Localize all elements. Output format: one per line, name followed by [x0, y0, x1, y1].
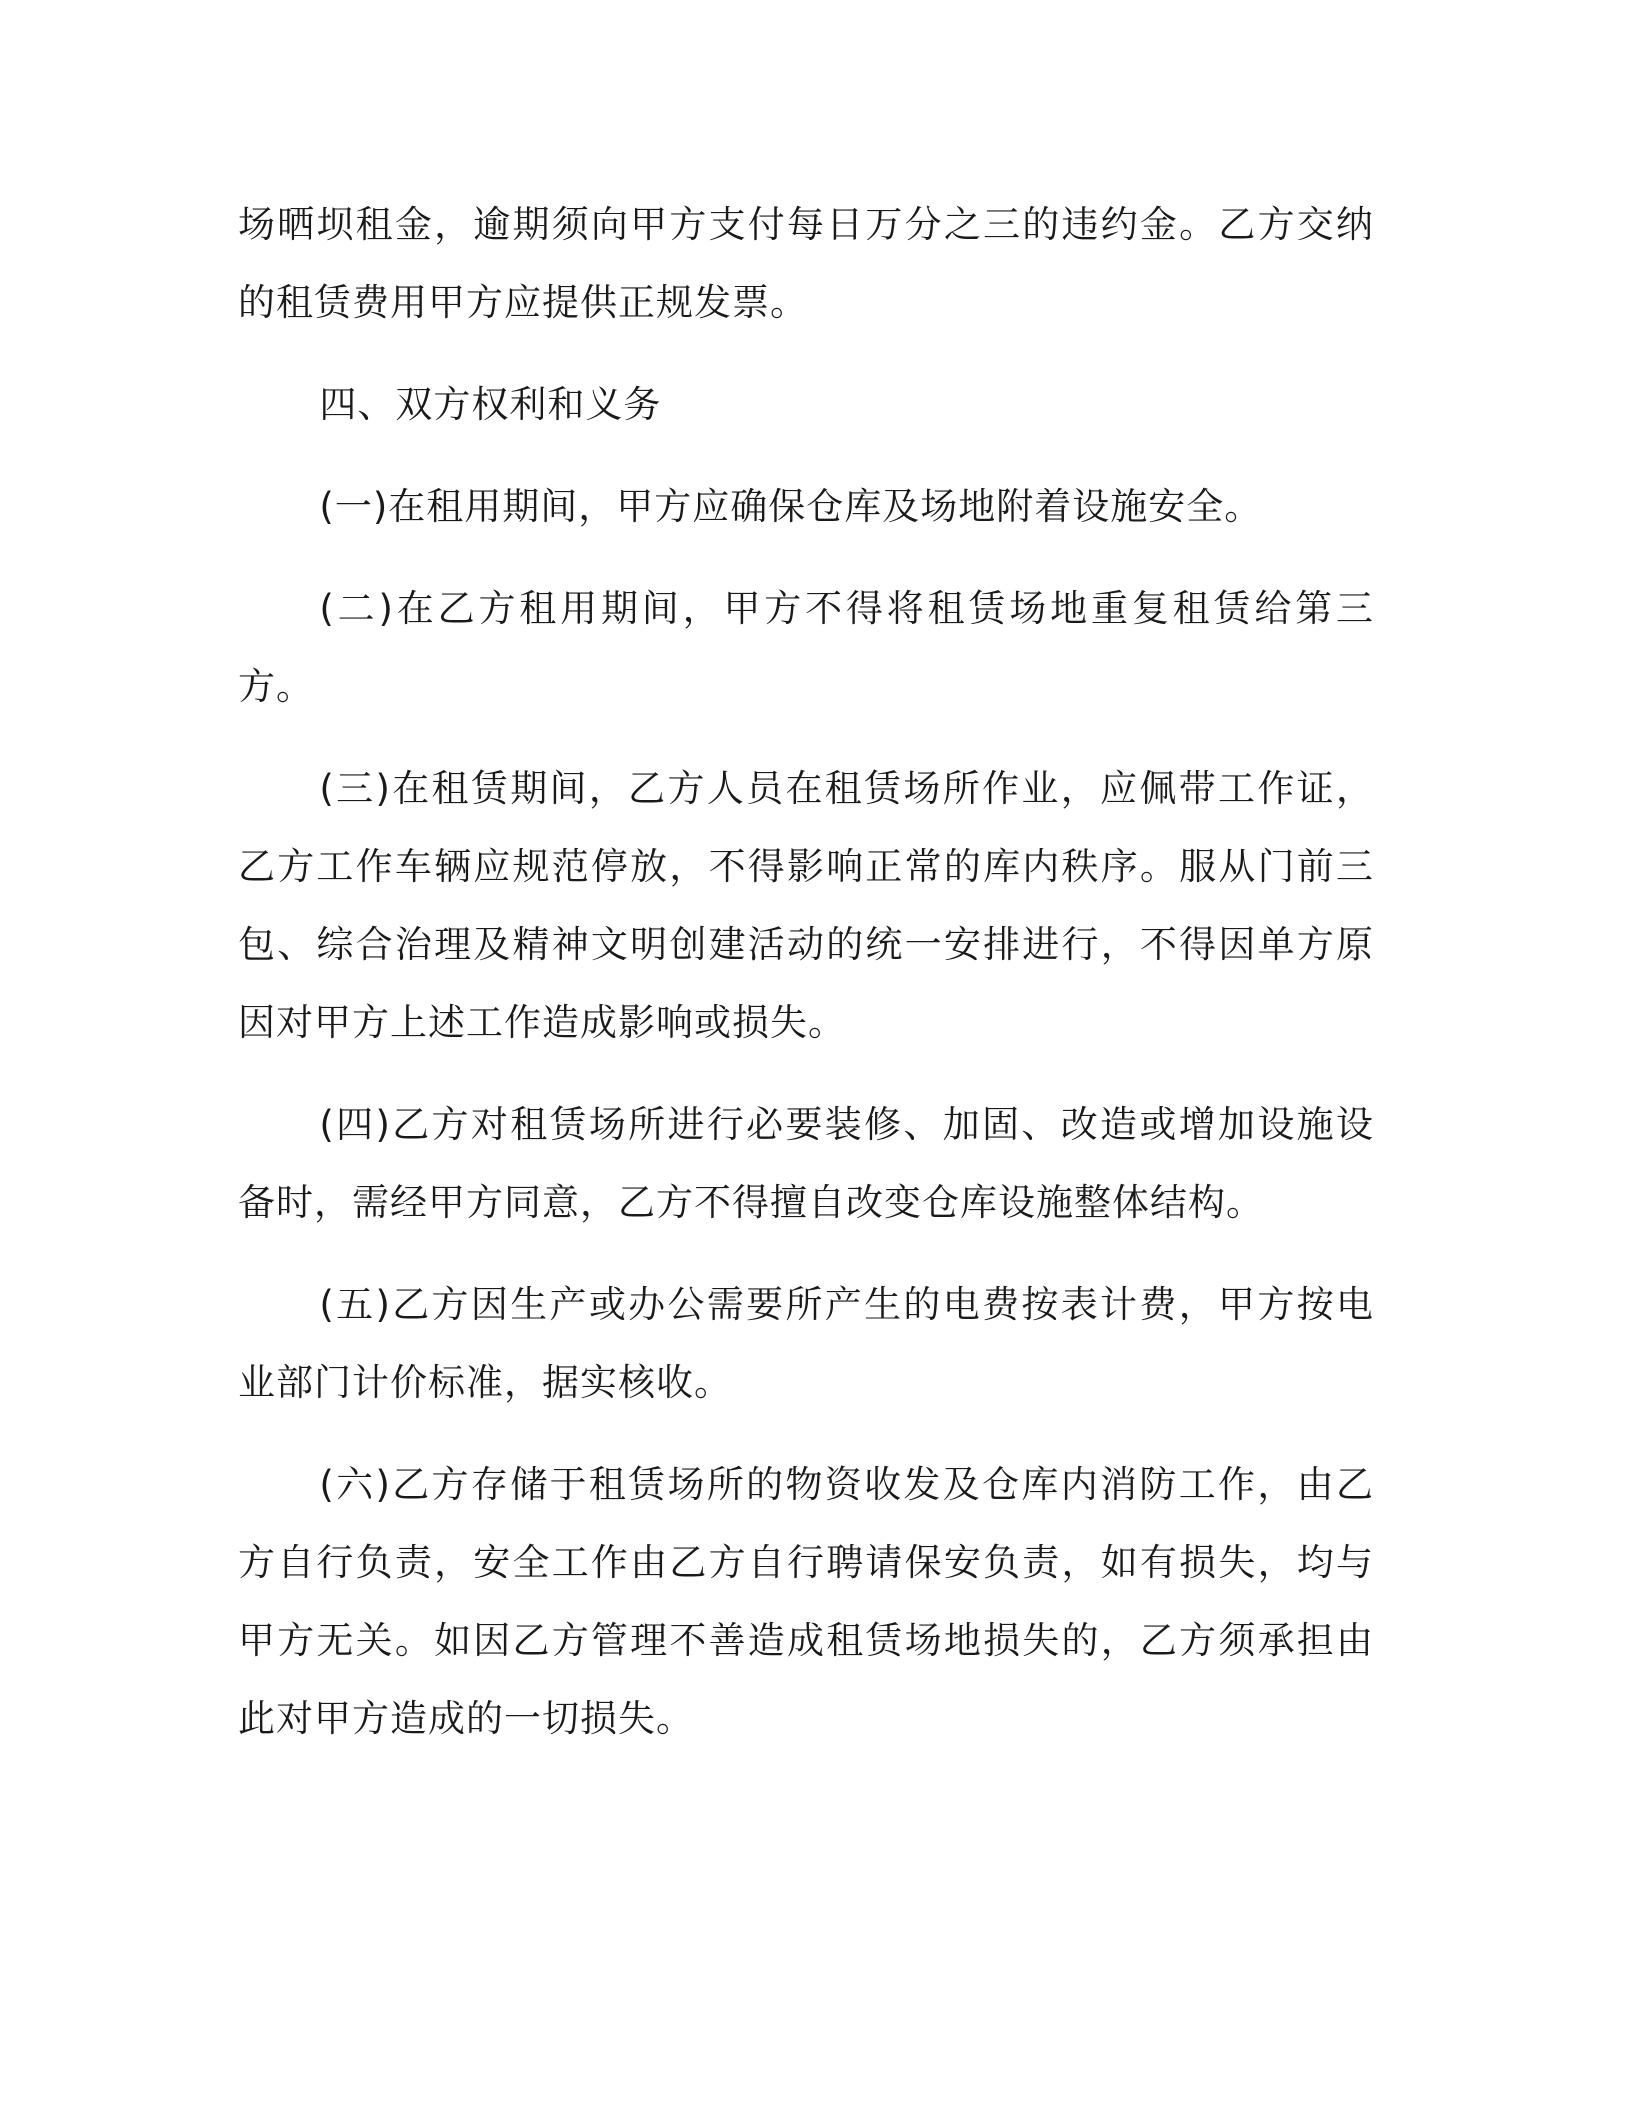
clause-3: (三)在租赁期间，乙方人员在租赁场所作业，应佩带工作证，乙方工作车辆应规范停放，不得影响正常的库内秩序。服从门前三包、综合治理及精神文明创建活动的统一安排进行，不得因单方原因对甲方上述工作造成影响或损失。 — [238, 767, 1374, 1044]
clause-6: (六)乙方存储于租赁场所的物资收发及仓库内消防工作，由乙方自行负责，安全工作由乙方自行聘请保安负责，如有损失，均与甲方无关。如因乙方管理不善造成租赁场地损失的，乙方须承担由此对甲方造成的一切损失。 — [238, 1463, 1374, 1740]
section-heading-rights-obligations: 四、双方权利和义务 — [319, 383, 662, 426]
paragraph-rent-penalty: 场晒坝租金，逾期须向甲方支付每日万分之三的违约金。乙方交纳的租赁费用甲方应提供正规发票。 — [238, 203, 1374, 324]
clause-5: (五)乙方因生产或办公需要所产生的电费按表计费，甲方按电业部门计价标准，据实核收。 — [238, 1283, 1374, 1404]
clause-2: (二)在乙方租用期间，甲方不得将租赁场地重复租赁给第三方。 — [238, 587, 1374, 708]
clause-1: (一)在租用期间，甲方应确保仓库及场地附着设施安全。 — [319, 485, 1263, 528]
clause-4: (四)乙方对租赁场所进行必要装修、加固、改造或增加设施设备时，需经甲方同意，乙方不得擅自改变仓库设施整体结构。 — [238, 1103, 1374, 1224]
document-body — [238, 186, 1374, 1758]
